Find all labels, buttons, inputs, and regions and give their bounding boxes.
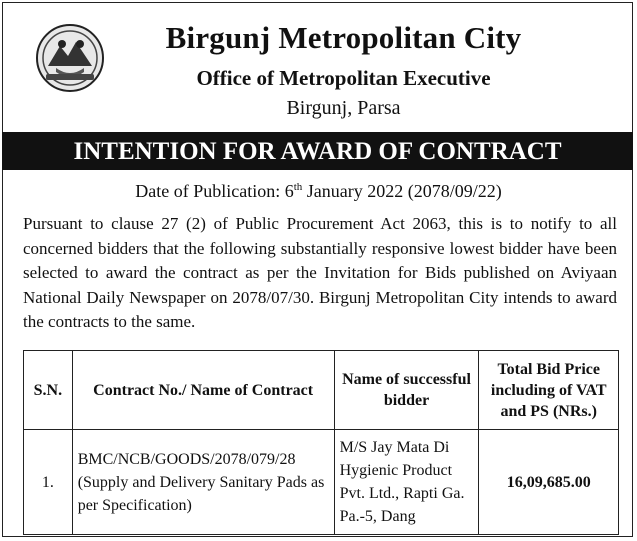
- header-contract: Contract No./ Name of Contract: [72, 351, 334, 430]
- header-bidder: Name of successful bidder: [334, 351, 479, 430]
- notice-title: INTENTION FOR AWARD OF CONTRACT: [2, 132, 633, 170]
- pub-date-ordinal: th: [293, 181, 303, 193]
- publication-date: [0, 181, 637, 202]
- award-table: [23, 350, 619, 535]
- cell-contract: BMC/NCB/GOODS/2078/079/28 (Supply and Delivery Sanitary Pads as per Specification): [72, 430, 334, 535]
- cell-bidder: M/S Jay Mata Di Hygienic Product Pvt. Ltd., Rapti Ga. Pa.-5, Dang: [334, 430, 479, 535]
- cell-sn: 1.: [24, 430, 73, 535]
- office-name: Office of Metropolitan Executive: [196, 66, 491, 90]
- header-price: Total Bid Price including of VAT and PS (NRs.): [479, 351, 619, 430]
- org-name: Birgunj Metropolitan City: [165, 20, 522, 55]
- pub-date-suffix: January 2022 (2078/09/22): [302, 181, 502, 201]
- org-location: Birgunj, Parsa: [286, 97, 401, 119]
- pub-date-prefix: Date of Publication: 6: [135, 181, 294, 201]
- header-sn: S.N.: [24, 351, 73, 430]
- table-row: [24, 430, 619, 535]
- notice-body: Pursuant to clause 27 (2) of Public Procurement Act 2063, this is to notify to all concerned bidders that the following substantially responsive lowest bidder have been selected to award the contract as per the Invitation for Bids published on Aviyaan National Daily Newspaper on 2078/07/30. Birgunj Metropolitan City intends to award the contracts to the same.: [23, 214, 617, 331]
- cell-price: 16,09,685.00: [479, 430, 619, 535]
- table-header-row: [24, 351, 619, 430]
